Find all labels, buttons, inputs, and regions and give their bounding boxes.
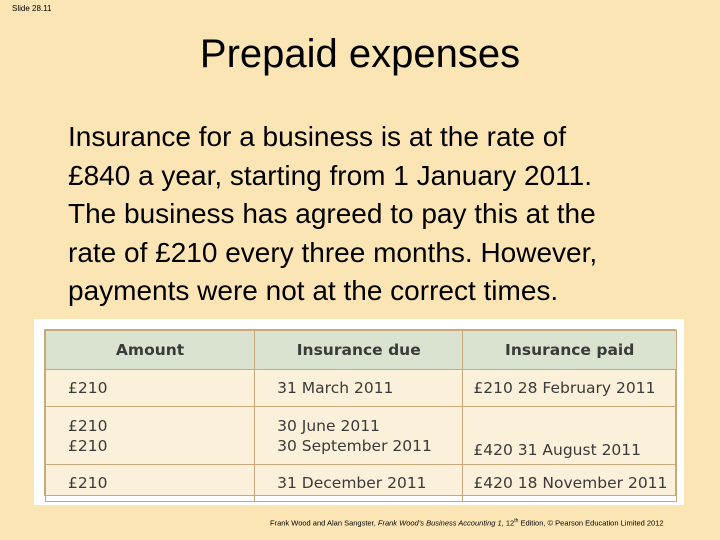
- body-line: The business has agreed to pay this at the: [68, 198, 596, 229]
- cell-paid: [463, 407, 677, 465]
- due-value: 31 December 2011: [277, 474, 427, 492]
- body-line: rate of £210 every three months. However,: [68, 236, 598, 268]
- due-value: 31 March 2011: [277, 379, 394, 397]
- footer-edition-suffix: th: [514, 518, 519, 524]
- footer-authors: Frank Wood and Alan Sangster,: [270, 518, 378, 528]
- cell-paid: [463, 465, 677, 502]
- amount-value: £210: [68, 416, 108, 435]
- paid-value: £210 28 February 2011: [473, 379, 656, 397]
- body-line: payments were not at the correct times.: [68, 275, 559, 306]
- slide-title: [0, 32, 720, 77]
- cell-due: [255, 370, 463, 407]
- amount-value: £210: [68, 474, 108, 492]
- paid-value: £420 31 August 2011: [473, 441, 642, 459]
- table-row: [46, 370, 677, 407]
- footer-edition: , 12: [501, 518, 515, 528]
- header-amount: Amount: [46, 331, 255, 370]
- table-row: [46, 465, 677, 502]
- cell-due: [255, 465, 463, 502]
- slide-number: Slide 28.11: [12, 4, 52, 13]
- cell-paid: [463, 370, 677, 407]
- body-line: Insurance for a business is at the rate of: [68, 121, 567, 152]
- footer-book-title: Frank Wood’s Business Accounting 1: [377, 518, 502, 528]
- header-insurance-paid: Insurance paid: [463, 331, 677, 370]
- footer-credit: [270, 518, 664, 528]
- cell-amount: [46, 407, 255, 465]
- due-value: 30 June 2011: [277, 416, 380, 435]
- cell-amount: [46, 465, 255, 502]
- footer-copyright: Edition, © Pearson Education Limited 2012: [518, 518, 664, 528]
- cell-due: [255, 407, 463, 465]
- header-insurance-due: Insurance due: [255, 331, 463, 370]
- insurance-table: [45, 330, 677, 502]
- body-line: £840 a year, starting from 1 January 2011.: [68, 159, 593, 191]
- slide-title-text: Prepaid expenses: [199, 32, 521, 76]
- table-row: [46, 407, 677, 465]
- paid-value: £420 18 November 2011: [473, 474, 668, 492]
- cell-amount: [46, 370, 255, 407]
- due-value: 30 September 2011: [277, 436, 432, 455]
- table-panel: [44, 329, 676, 496]
- amount-value: £210: [68, 436, 108, 455]
- table-image-frame: [34, 319, 684, 505]
- table-header-row: [46, 331, 677, 370]
- body-paragraph: [68, 118, 708, 311]
- amount-value: £210: [68, 379, 108, 397]
